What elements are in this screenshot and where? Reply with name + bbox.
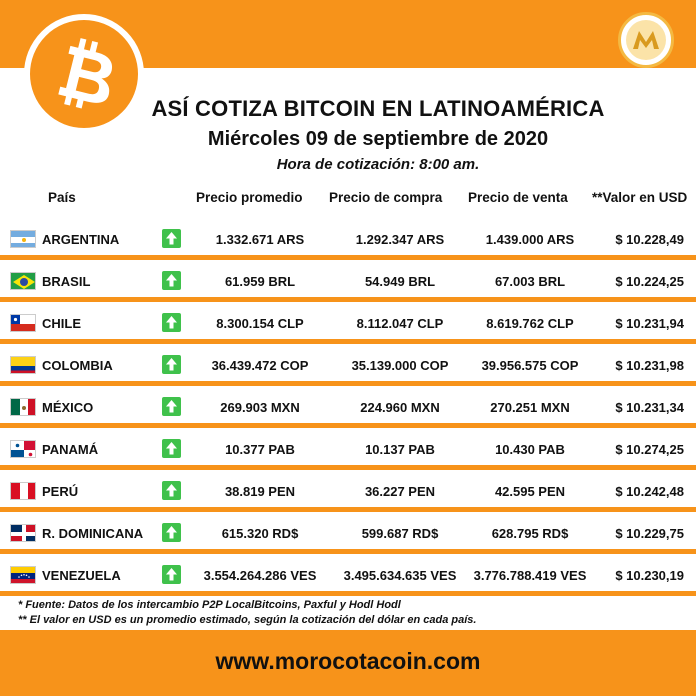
country-name: PANAMÁ: [42, 442, 99, 457]
venezuela-flag-icon: [10, 566, 36, 584]
arrow-up-icon: [162, 565, 181, 584]
avg-price: 1.332.671 ARS: [215, 232, 305, 247]
arrow-up-icon: [162, 523, 181, 542]
table-row: [0, 260, 696, 302]
usd-value: $ 10.242,48: [615, 484, 684, 499]
country-name: CHILE: [42, 316, 81, 331]
country-name: ARGENTINA: [42, 232, 120, 247]
table-row: [0, 386, 696, 428]
mexico-flag-icon: [10, 398, 36, 416]
sell-price: 42.595 PEN: [494, 484, 566, 499]
dominican-republic-flag-icon: [10, 524, 36, 542]
country-name: PERÚ: [42, 484, 79, 499]
country-name: COLOMBIA: [42, 358, 113, 373]
arrow-up-icon: [162, 355, 181, 374]
sell-price: 39.956.575 COP: [481, 358, 579, 373]
table-row: [0, 428, 696, 470]
avg-price: 8.300.154 CLP: [216, 316, 304, 331]
arrow-up-icon: [162, 439, 181, 458]
table-row: [0, 554, 696, 596]
col-usd: **Valor en USD: [592, 190, 688, 205]
buy-price: 1.292.347 ARS: [355, 232, 445, 247]
argentina-flag-icon: [10, 230, 36, 248]
buy-price: 36.227 PEN: [364, 484, 436, 499]
chile-flag-icon: [10, 314, 36, 332]
usd-value: $ 10.224,25: [615, 274, 684, 289]
colombia-flag-icon: [10, 356, 36, 374]
buy-price: 599.687 RD$: [361, 526, 439, 541]
arrow-up-icon: [162, 481, 181, 500]
buy-price: 54.949 BRL: [364, 274, 436, 289]
arrow-up-icon: [162, 313, 181, 332]
col-country: País: [48, 190, 76, 205]
usd-value: $ 10.274,25: [615, 442, 684, 457]
website-link[interactable]: www.morocotacoin.com: [215, 648, 481, 674]
table-row: [0, 218, 696, 260]
avg-price: 10.377 PAB: [225, 442, 295, 457]
avg-price: 269.903 MXN: [220, 400, 300, 415]
arrow-up-icon: [162, 229, 181, 248]
buy-price: 8.112.047 CLP: [356, 316, 444, 331]
avg-price: 61.959 BRL: [224, 274, 296, 289]
arrow-up-icon: [162, 397, 181, 416]
sell-price: 3.776.788.419 VES: [473, 568, 587, 583]
arrow-up-icon: [162, 271, 181, 290]
buy-price: 35.139.000 COP: [351, 358, 449, 373]
col-buy: Precio de compra: [329, 190, 443, 205]
col-avg: Precio promedio: [196, 190, 303, 205]
source-note: * Fuente: Datos de los intercambio P2P LocalBitcoins, Paxful y Hodl Hodl: [18, 599, 401, 611]
sell-price: 67.003 BRL: [494, 274, 566, 289]
sell-price: 628.795 RD$: [491, 526, 569, 541]
usd-value: $ 10.231,94: [615, 316, 684, 331]
table-row: [0, 512, 696, 554]
sell-price: 1.439.000 ARS: [485, 232, 575, 247]
panama-flag-icon: [10, 440, 36, 458]
col-sell: Precio de venta: [468, 190, 568, 205]
usd-value: $ 10.228,49: [615, 232, 684, 247]
page-title: ASÍ COTIZA BITCOIN EN LATINOAMÉRICA: [151, 96, 605, 121]
table-row: [0, 302, 696, 344]
country-name: VENEZUELA: [42, 568, 121, 583]
peru-flag-icon: [10, 482, 36, 500]
sell-price: 10.430 PAB: [495, 442, 565, 457]
avg-price: 38.819 PEN: [224, 484, 296, 499]
country-name: R. DOMINICANA: [42, 526, 144, 541]
avg-price: 615.320 RD$: [221, 526, 299, 541]
usd-value: $ 10.230,19: [615, 568, 684, 583]
table-row: [0, 344, 696, 386]
quote-time: Hora de cotización: 8:00 am.: [276, 156, 480, 173]
usd-value: $ 10.231,98: [615, 358, 684, 373]
buy-price: 3.495.634.635 VES: [343, 568, 457, 583]
usd-value: $ 10.231,34: [615, 400, 684, 415]
footnotes: [18, 598, 476, 628]
price-table: [0, 218, 696, 596]
usd-value: $ 10.229,75: [615, 526, 684, 541]
morocota-logo-icon: [618, 12, 674, 68]
buy-price: 224.960 MXN: [360, 400, 440, 415]
country-name: BRASIL: [42, 274, 91, 289]
usd-note: ** El valor en USD es un promedio estimado, según la cotización del dólar en cada país.: [18, 614, 477, 626]
table-header: [0, 190, 696, 212]
sell-price: 8.619.762 CLP: [486, 316, 574, 331]
avg-price: 3.554.264.286 VES: [203, 568, 317, 583]
buy-price: 10.137 PAB: [365, 442, 435, 457]
avg-price: 36.439.472 COP: [211, 358, 309, 373]
page-date: Miércoles 09 de septiembre de 2020: [207, 128, 549, 150]
table-row: [0, 470, 696, 512]
sell-price: 270.251 MXN: [490, 400, 570, 415]
brazil-flag-icon: [10, 272, 36, 290]
country-name: MÉXICO: [42, 400, 94, 415]
